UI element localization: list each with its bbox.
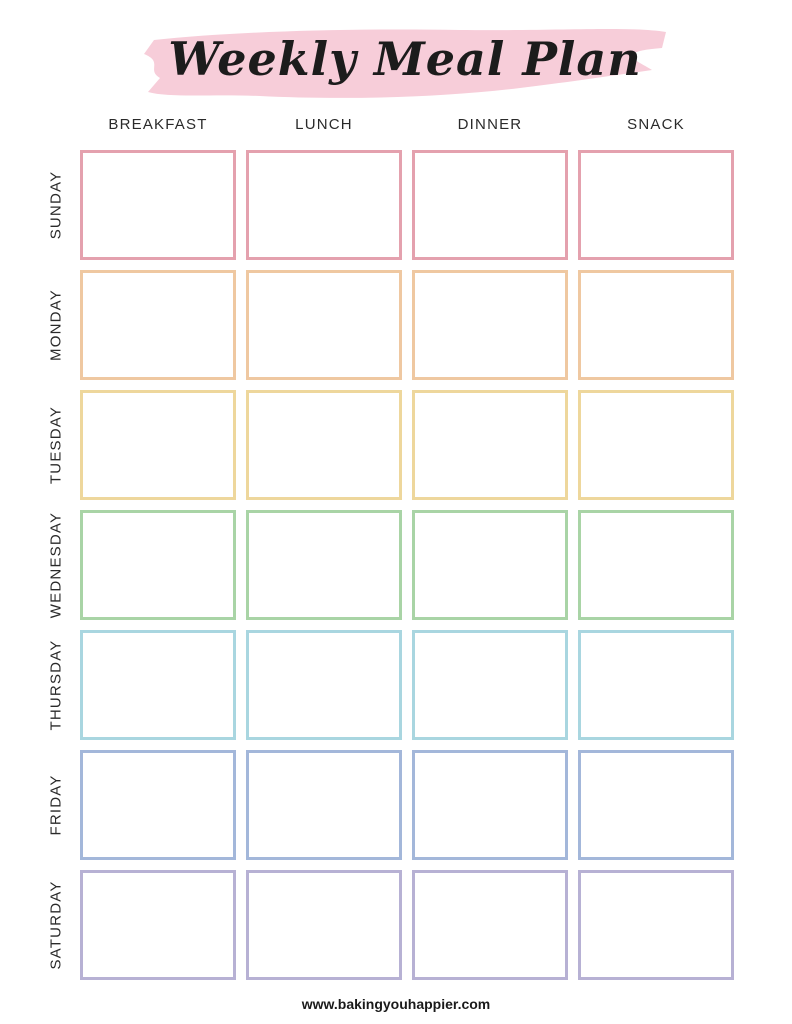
meal-cell-tuesday-breakfast[interactable]	[80, 390, 236, 500]
meal-cell-saturday-dinner[interactable]	[412, 870, 568, 980]
meal-cell-thursday-breakfast[interactable]	[80, 630, 236, 740]
day-label: THURSDAY	[47, 639, 65, 731]
row-label-monday	[38, 270, 74, 380]
row-label-wednesday	[38, 510, 74, 620]
meal-cell-friday-dinner[interactable]	[412, 750, 568, 860]
meal-cell-saturday-breakfast[interactable]	[80, 870, 236, 980]
meal-cell-friday-breakfast[interactable]	[80, 750, 236, 860]
row-label-tuesday	[38, 390, 74, 500]
meal-cell-friday-lunch[interactable]	[246, 750, 402, 860]
meal-cell-thursday-lunch[interactable]	[246, 630, 402, 740]
meal-cell-monday-snack[interactable]	[578, 270, 734, 380]
footer-url: www.bakingyouhappier.com	[301, 996, 491, 1012]
meal-cell-thursday-snack[interactable]	[578, 630, 734, 740]
meal-cell-wednesday-snack[interactable]	[578, 510, 734, 620]
meal-cell-sunday-snack[interactable]	[578, 150, 734, 260]
column-header-dinner: DINNER	[457, 116, 523, 133]
day-label: TUESDAY	[47, 405, 65, 485]
page-title: Weekly Meal Plan	[168, 32, 642, 86]
meal-cell-sunday-dinner[interactable]	[412, 150, 568, 260]
meal-cell-wednesday-dinner[interactable]	[412, 510, 568, 620]
day-label: WEDNESDAY	[47, 511, 65, 619]
meal-cell-tuesday-dinner[interactable]	[412, 390, 568, 500]
meal-cell-saturday-snack[interactable]	[578, 870, 734, 980]
column-header-breakfast: BREAKFAST	[108, 116, 208, 133]
meal-cell-sunday-breakfast[interactable]	[80, 150, 236, 260]
meal-cell-monday-dinner[interactable]	[412, 270, 568, 380]
meal-cell-monday-lunch[interactable]	[246, 270, 402, 380]
day-label: FRIDAY	[47, 774, 65, 836]
meal-cell-tuesday-lunch[interactable]	[246, 390, 402, 500]
row-label-saturday	[38, 870, 74, 980]
row-label-thursday	[38, 630, 74, 740]
meal-cell-tuesday-snack[interactable]	[578, 390, 734, 500]
meal-cell-friday-snack[interactable]	[578, 750, 734, 860]
meal-cell-wednesday-lunch[interactable]	[246, 510, 402, 620]
meal-cell-sunday-lunch[interactable]	[246, 150, 402, 260]
meal-cell-wednesday-breakfast[interactable]	[80, 510, 236, 620]
title-banner	[140, 18, 670, 104]
meal-cell-monday-breakfast[interactable]	[80, 270, 236, 380]
column-header-lunch: LUNCH	[295, 116, 353, 133]
row-label-sunday	[38, 150, 74, 260]
day-label: SUNDAY	[47, 170, 65, 240]
day-label: SATURDAY	[47, 880, 65, 970]
meal-cell-thursday-dinner[interactable]	[412, 630, 568, 740]
row-label-friday	[38, 750, 74, 860]
column-header-snack: SNACK	[627, 116, 685, 133]
meal-cell-saturday-lunch[interactable]	[246, 870, 402, 980]
day-label: MONDAY	[47, 289, 65, 361]
